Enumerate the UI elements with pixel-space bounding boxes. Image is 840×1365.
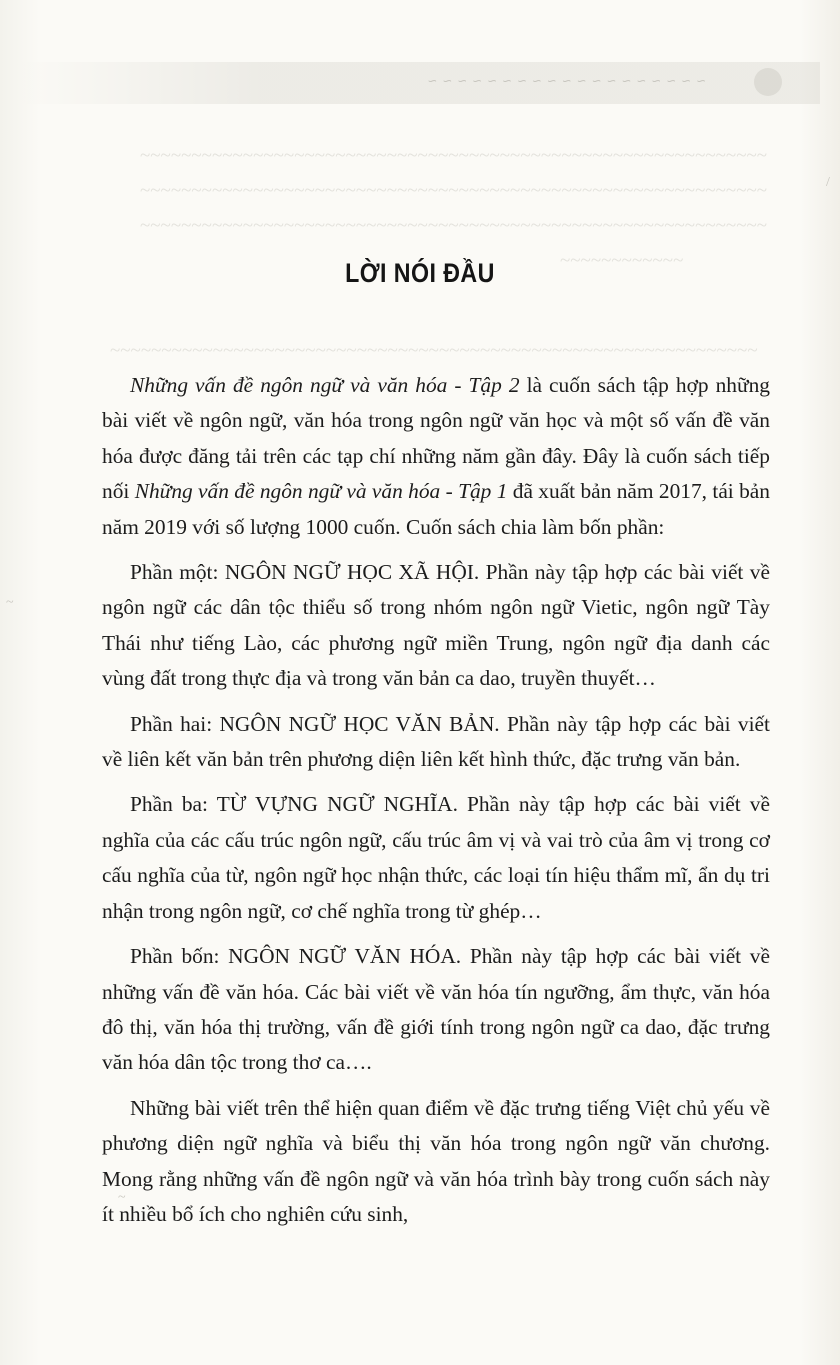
bleed-through-line: ~~~~~~~~~~~~~~~~~~~~~~~~~~~~~~~~~~~~~~~~~~~~~~~~~~~~~~~~~~~~~ [140, 145, 768, 166]
ink-mark: ~ [118, 1190, 126, 1205]
paragraph-part-one: Phần một: NGÔN NGỮ HỌC XÃ HỘI. Phần này tập hợp các bài viết về ngôn ngữ các dân tộc thiểu số trong nhóm ngôn ngữ Vietic, ngôn ngữ Tày Thái như tiếng Lào, các phương ngữ miền Trung, ngôn ngữ địa danh các vùng đất trong thực địa và trong văn bản ca dao, truyền thuyết… [102, 560, 770, 691]
bleed-through-line: ~~~~~~~~~~~~~~~~~~~~~~~~~~~~~~~~~~~~~~~~~~~~~~~~~~~~~~~~~~~~~ [140, 180, 768, 201]
paragraph-intro-text-b: đã xuất bản năm 2017, tái bản năm 2019 với số lượng 1000 cuốn. Cuốn sách chia làm bốn phần: [102, 479, 770, 539]
ink-mark: ~ [6, 595, 14, 610]
paragraph-intro [102, 368, 770, 545]
book-title-vol1: Những vấn đề ngôn ngữ và văn hóa - Tập 1 [134, 479, 508, 504]
bleed-through-line: ~~~~~~~~~~~~~~~~~~~~~~~~~~~~~~~~~~~~~~~~~~~~~~~~~~~~~~~~~~~~~ [140, 215, 768, 236]
paragraph-part-four: Phần bốn: NGÔN NGỮ VĂN HÓA. Phần này tập hợp các bài viết về những vấn đề văn hóa. Các bài viết về văn hóa tín ngưỡng, ẩm thực, văn hóa đô thị, văn hóa thị trường, vấn đề giới tính trong ngôn ngữ ca dao, đặc trưng văn hóa dân tộc trong thơ ca…. [102, 944, 770, 1075]
book-title-vol2: Những vấn đề ngôn ngữ và văn hóa - Tập 2 [130, 373, 520, 397]
bleed-through-line: ~~~~~~~~~~~~~~~~~~~~~~~~~~~~~~~~~~~~~~~~~~~~~~~~~~~~~~~~~~~~~~~ [110, 340, 758, 361]
paragraph-part-three: Phần ba: TỪ VỰNG NGỮ NGHĨA. Phần này tập hợp các bài viết về nghĩa của các cấu trúc ngôn ngữ, cấu trúc âm vị và vai trò của âm vị trong cơ cấu nghĩa của từ, ngôn ngữ học nhận thức, các loại tín hiệu thẩm mĩ, ẩn dụ tri nhận trong ngôn ngữ, cơ chế nghĩa trong từ ghép… [102, 792, 770, 923]
paragraph-closing: Những bài viết trên thể hiện quan điểm về đặc trưng tiếng Việt chủ yếu về phương diện ngữ nghĩa và biểu thị văn hóa trong ngôn ngữ văn chương. Mong rằng những vấn đề ngôn ngữ và văn hóa trình bày trong cuốn sách này ít nhiều bổ ích cho nghiên cứu sinh, [102, 1095, 770, 1226]
ink-mark: / [826, 175, 830, 190]
bleed-through-page-number [754, 68, 782, 96]
bleed-through-line: ~~~~~~~~~~~~ [560, 250, 684, 271]
paragraph-part-two: Phần hai: NGÔN NGỮ HỌC VĂN BẢN. Phần này tập hợp các bài viết về liên kết văn bản trên phương diện liên kết hình thức, đặc trưng văn bản. [102, 711, 770, 772]
page-title: LỜI NÓI ĐẦU [345, 258, 495, 288]
paragraph-intro-text-a: là cuốn sách tập hợp những bài viết về ngôn ngữ, văn hóa trong ngôn ngữ văn học và một số vấn đề văn hóa được đăng tải trên các tạp chí những năm gần đây. Đây là cuốn sách tiếp nối [102, 373, 770, 504]
bleed-through-header [20, 62, 820, 104]
bleed-through-header-text: ~ ~ ~ ~ ~ ~ ~ ~ ~ ~ ~ ~ ~ ~ ~ ~ ~ ~ ~ [426, 73, 705, 90]
body-text [102, 368, 770, 1242]
